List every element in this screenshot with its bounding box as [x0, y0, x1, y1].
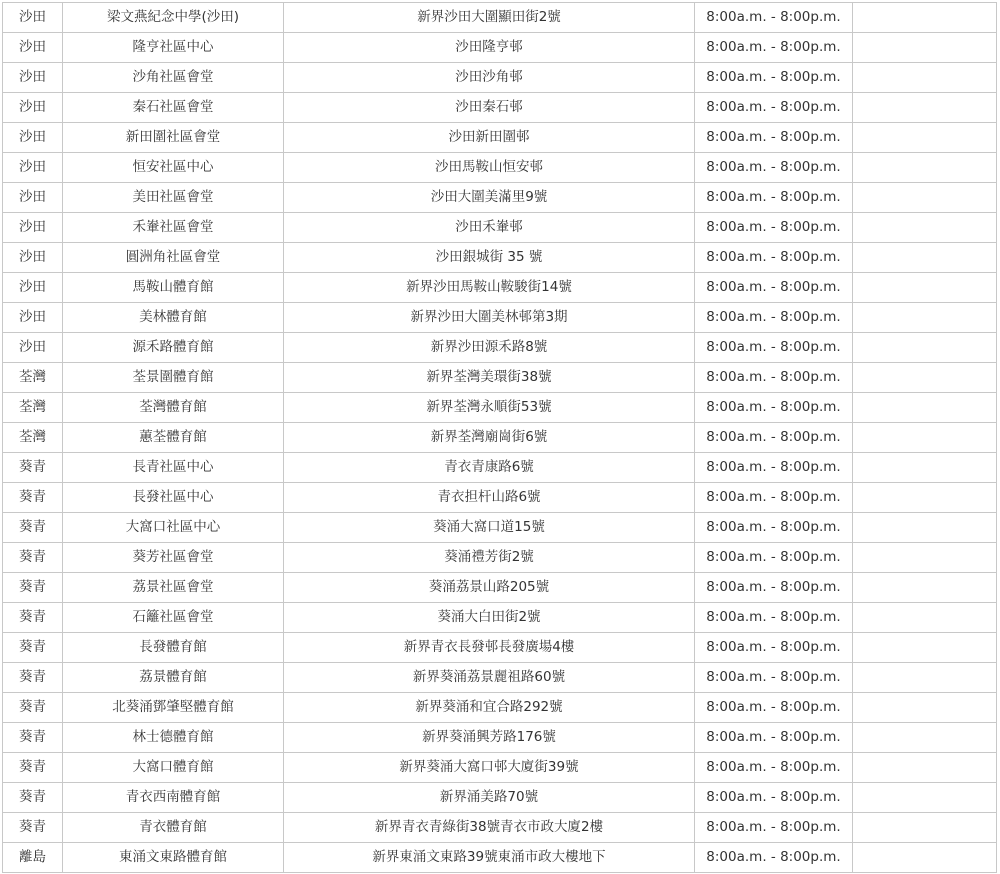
opening-hours-cell: 8:00a.m. - 8:00p.m.	[695, 453, 853, 483]
table-row	[3, 243, 997, 273]
venue-table-body	[3, 3, 997, 873]
remark-cell	[853, 573, 997, 603]
venue-name-cell: 梁文燕紀念中學(沙田)	[63, 3, 284, 33]
address-cell: 新界荃灣永順街53號	[284, 393, 695, 423]
venue-table-container	[2, 2, 997, 873]
remark-cell	[853, 63, 997, 93]
address-cell: 新界東涌文東路39號東涌市政大樓地下	[284, 843, 695, 873]
table-row	[3, 843, 997, 873]
table-row	[3, 603, 997, 633]
table-row	[3, 63, 997, 93]
venue-name-cell: 北葵涌鄧肇堅體育館	[63, 693, 284, 723]
venue-name-cell: 源禾路體育館	[63, 333, 284, 363]
remark-cell	[853, 33, 997, 63]
remark-cell	[853, 483, 997, 513]
venue-name-cell: 荃灣體育館	[63, 393, 284, 423]
district-cell: 沙田	[3, 123, 63, 153]
remark-cell	[853, 693, 997, 723]
address-cell: 新界沙田大圍美林邨第3期	[284, 303, 695, 333]
opening-hours-cell: 8:00a.m. - 8:00p.m.	[695, 783, 853, 813]
remark-cell	[853, 123, 997, 153]
opening-hours-cell: 8:00a.m. - 8:00p.m.	[695, 813, 853, 843]
address-cell: 新界青衣青綠街38號青衣市政大廈2樓	[284, 813, 695, 843]
table-row	[3, 363, 997, 393]
address-cell: 新界沙田大圍顯田街2號	[284, 3, 695, 33]
table-row	[3, 783, 997, 813]
venue-name-cell: 長青社區中心	[63, 453, 284, 483]
venue-name-cell: 圓洲角社區會堂	[63, 243, 284, 273]
address-cell: 新界葵涌興芳路176號	[284, 723, 695, 753]
venue-name-cell: 青衣體育館	[63, 813, 284, 843]
venue-name-cell: 大窩口社區中心	[63, 513, 284, 543]
opening-hours-cell: 8:00a.m. - 8:00p.m.	[695, 183, 853, 213]
table-row	[3, 153, 997, 183]
district-cell: 沙田	[3, 303, 63, 333]
opening-hours-cell: 8:00a.m. - 8:00p.m.	[695, 693, 853, 723]
opening-hours-cell: 8:00a.m. - 8:00p.m.	[695, 63, 853, 93]
opening-hours-cell: 8:00a.m. - 8:00p.m.	[695, 243, 853, 273]
venue-name-cell: 蕙荃體育館	[63, 423, 284, 453]
address-cell: 沙田禾輋邨	[284, 213, 695, 243]
remark-cell	[853, 813, 997, 843]
district-cell: 荃灣	[3, 393, 63, 423]
district-cell: 沙田	[3, 183, 63, 213]
table-row	[3, 453, 997, 483]
district-cell: 沙田	[3, 3, 63, 33]
district-cell: 葵青	[3, 483, 63, 513]
venue-name-cell: 恒安社區中心	[63, 153, 284, 183]
opening-hours-cell: 8:00a.m. - 8:00p.m.	[695, 573, 853, 603]
address-cell: 沙田銀城街 35 號	[284, 243, 695, 273]
venue-name-cell: 新田圍社區會堂	[63, 123, 284, 153]
remark-cell	[853, 303, 997, 333]
table-row	[3, 513, 997, 543]
remark-cell	[853, 183, 997, 213]
district-cell: 葵青	[3, 453, 63, 483]
remark-cell	[853, 363, 997, 393]
venue-name-cell: 長發社區中心	[63, 483, 284, 513]
table-row	[3, 303, 997, 333]
district-cell: 沙田	[3, 273, 63, 303]
table-row	[3, 183, 997, 213]
address-cell: 新界涌美路70號	[284, 783, 695, 813]
remark-cell	[853, 333, 997, 363]
district-cell: 葵青	[3, 603, 63, 633]
opening-hours-cell: 8:00a.m. - 8:00p.m.	[695, 633, 853, 663]
district-cell: 荃灣	[3, 423, 63, 453]
venue-name-cell: 青衣西南體育館	[63, 783, 284, 813]
remark-cell	[853, 213, 997, 243]
venue-name-cell: 秦石社區會堂	[63, 93, 284, 123]
address-cell: 葵涌大窩口道15號	[284, 513, 695, 543]
opening-hours-cell: 8:00a.m. - 8:00p.m.	[695, 3, 853, 33]
venue-name-cell: 大窩口體育館	[63, 753, 284, 783]
address-cell: 沙田大圍美滿里9號	[284, 183, 695, 213]
venue-name-cell: 荔景體育館	[63, 663, 284, 693]
venue-name-cell: 葵芳社區會堂	[63, 543, 284, 573]
table-row	[3, 723, 997, 753]
district-cell: 荃灣	[3, 363, 63, 393]
district-cell: 葵青	[3, 513, 63, 543]
opening-hours-cell: 8:00a.m. - 8:00p.m.	[695, 273, 853, 303]
venue-name-cell: 沙角社區會堂	[63, 63, 284, 93]
remark-cell	[853, 513, 997, 543]
table-row	[3, 333, 997, 363]
table-row	[3, 483, 997, 513]
remark-cell	[853, 753, 997, 783]
table-row	[3, 543, 997, 573]
address-cell: 新界荃灣廟崗街6號	[284, 423, 695, 453]
opening-hours-cell: 8:00a.m. - 8:00p.m.	[695, 423, 853, 453]
district-cell: 沙田	[3, 33, 63, 63]
remark-cell	[853, 3, 997, 33]
address-cell: 新界荃灣美環街38號	[284, 363, 695, 393]
district-cell: 沙田	[3, 93, 63, 123]
remark-cell	[853, 723, 997, 753]
venue-name-cell: 長發體育館	[63, 633, 284, 663]
district-cell: 葵青	[3, 693, 63, 723]
opening-hours-cell: 8:00a.m. - 8:00p.m.	[695, 603, 853, 633]
table-row	[3, 813, 997, 843]
table-row	[3, 33, 997, 63]
opening-hours-cell: 8:00a.m. - 8:00p.m.	[695, 393, 853, 423]
table-row	[3, 753, 997, 783]
venue-name-cell: 馬鞍山體育館	[63, 273, 284, 303]
remark-cell	[853, 843, 997, 873]
address-cell: 青衣青康路6號	[284, 453, 695, 483]
remark-cell	[853, 273, 997, 303]
opening-hours-cell: 8:00a.m. - 8:00p.m.	[695, 843, 853, 873]
venue-name-cell: 東涌文東路體育館	[63, 843, 284, 873]
address-cell: 新界葵涌大窩口邨大廈街39號	[284, 753, 695, 783]
remark-cell	[853, 93, 997, 123]
address-cell: 新界沙田源禾路8號	[284, 333, 695, 363]
venue-name-cell: 美田社區會堂	[63, 183, 284, 213]
district-cell: 沙田	[3, 213, 63, 243]
opening-hours-cell: 8:00a.m. - 8:00p.m.	[695, 483, 853, 513]
address-cell: 青衣担杆山路6號	[284, 483, 695, 513]
district-cell: 葵青	[3, 633, 63, 663]
remark-cell	[853, 603, 997, 633]
venue-name-cell: 荔景社區會堂	[63, 573, 284, 603]
table-row	[3, 213, 997, 243]
remark-cell	[853, 633, 997, 663]
opening-hours-cell: 8:00a.m. - 8:00p.m.	[695, 213, 853, 243]
address-cell: 沙田隆亨邨	[284, 33, 695, 63]
district-cell: 葵青	[3, 543, 63, 573]
table-row	[3, 123, 997, 153]
remark-cell	[853, 543, 997, 573]
opening-hours-cell: 8:00a.m. - 8:00p.m.	[695, 303, 853, 333]
opening-hours-cell: 8:00a.m. - 8:00p.m.	[695, 123, 853, 153]
district-cell: 葵青	[3, 663, 63, 693]
opening-hours-cell: 8:00a.m. - 8:00p.m.	[695, 153, 853, 183]
venue-name-cell: 隆亨社區中心	[63, 33, 284, 63]
table-row	[3, 423, 997, 453]
address-cell: 沙田新田圍邨	[284, 123, 695, 153]
table-row	[3, 393, 997, 423]
opening-hours-cell: 8:00a.m. - 8:00p.m.	[695, 333, 853, 363]
venue-name-cell: 石籬社區會堂	[63, 603, 284, 633]
remark-cell	[853, 663, 997, 693]
address-cell: 葵涌大白田街2號	[284, 603, 695, 633]
remark-cell	[853, 423, 997, 453]
address-cell: 新界葵涌荔景麗祖路60號	[284, 663, 695, 693]
address-cell: 葵涌禮芳街2號	[284, 543, 695, 573]
remark-cell	[853, 153, 997, 183]
table-row	[3, 573, 997, 603]
table-row	[3, 93, 997, 123]
opening-hours-cell: 8:00a.m. - 8:00p.m.	[695, 543, 853, 573]
venue-name-cell: 林士德體育館	[63, 723, 284, 753]
opening-hours-cell: 8:00a.m. - 8:00p.m.	[695, 33, 853, 63]
venue-name-cell: 荃景圍體育館	[63, 363, 284, 393]
table-row	[3, 633, 997, 663]
district-cell: 沙田	[3, 153, 63, 183]
opening-hours-cell: 8:00a.m. - 8:00p.m.	[695, 93, 853, 123]
address-cell: 沙田秦石邨	[284, 93, 695, 123]
address-cell: 葵涌荔景山路205號	[284, 573, 695, 603]
table-row	[3, 3, 997, 33]
district-cell: 葵青	[3, 813, 63, 843]
venue-name-cell: 美林體育館	[63, 303, 284, 333]
remark-cell	[853, 783, 997, 813]
district-cell: 離島	[3, 843, 63, 873]
table-row	[3, 693, 997, 723]
remark-cell	[853, 393, 997, 423]
remark-cell	[853, 453, 997, 483]
remark-cell	[853, 243, 997, 273]
address-cell: 新界葵涌和宜合路292號	[284, 693, 695, 723]
opening-hours-cell: 8:00a.m. - 8:00p.m.	[695, 363, 853, 393]
venue-name-cell: 禾輋社區會堂	[63, 213, 284, 243]
district-cell: 葵青	[3, 573, 63, 603]
opening-hours-cell: 8:00a.m. - 8:00p.m.	[695, 723, 853, 753]
district-cell: 葵青	[3, 753, 63, 783]
district-cell: 沙田	[3, 63, 63, 93]
venue-table	[2, 2, 997, 873]
address-cell: 新界沙田馬鞍山鞍駿街14號	[284, 273, 695, 303]
table-row	[3, 663, 997, 693]
district-cell: 沙田	[3, 243, 63, 273]
district-cell: 葵青	[3, 783, 63, 813]
address-cell: 沙田馬鞍山恒安邨	[284, 153, 695, 183]
district-cell: 葵青	[3, 723, 63, 753]
opening-hours-cell: 8:00a.m. - 8:00p.m.	[695, 753, 853, 783]
address-cell: 新界青衣長發邨長發廣場4樓	[284, 633, 695, 663]
address-cell: 沙田沙角邨	[284, 63, 695, 93]
opening-hours-cell: 8:00a.m. - 8:00p.m.	[695, 513, 853, 543]
district-cell: 沙田	[3, 333, 63, 363]
opening-hours-cell: 8:00a.m. - 8:00p.m.	[695, 663, 853, 693]
table-row	[3, 273, 997, 303]
